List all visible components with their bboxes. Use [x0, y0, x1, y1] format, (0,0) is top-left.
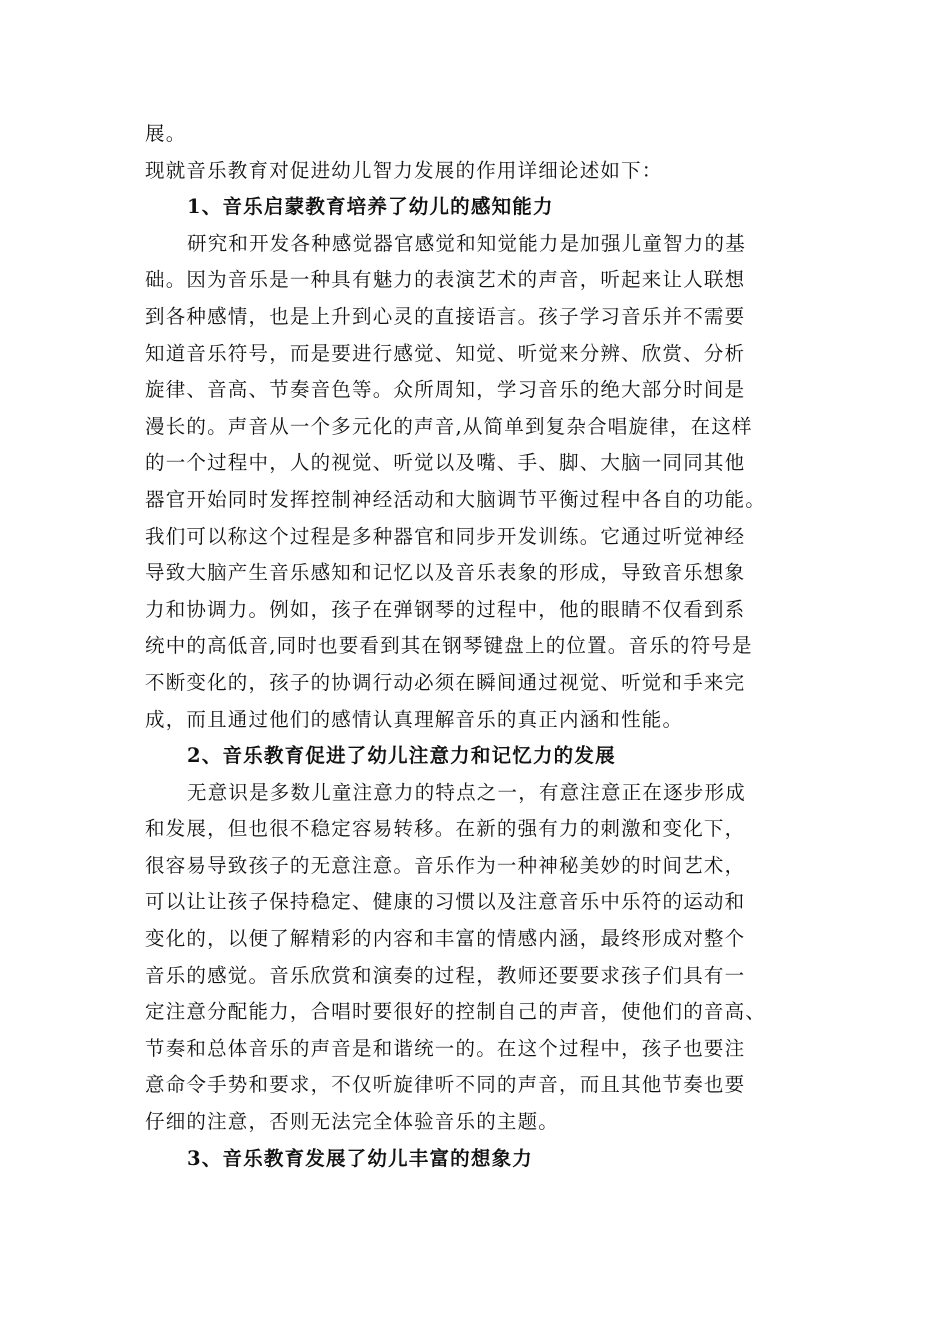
paragraph-line: 变化的，以便了解精彩的内容和丰富的情感内涵，最终形成对整个: [145, 927, 746, 951]
paragraph-line: 音乐的感觉。音乐欣赏和演奏的过程，教师还要要求孩子们具有一: [145, 963, 746, 987]
paragraph-line: 意命令手势和要求，不仅听旋律听不同的声音，而且其他节奏也要: [145, 1073, 746, 1097]
paragraph-line: 不断变化的，孩子的协调行动必须在瞬间通过视觉、听觉和手来完: [145, 670, 746, 694]
section-heading-2: 2、音乐教育促进了幼儿注意力和记忆力的发展: [187, 744, 616, 768]
paragraph-line: 成，而且通过他们的感情认真理解音乐的真正内涵和性能。: [145, 707, 684, 731]
paragraph-line: 导致大脑产生音乐感知和记忆以及音乐表象的形成，导致音乐想象: [145, 561, 746, 585]
paragraph-line: 漫长的。声音从一个多元化的声音,从简单到复杂合唱旋律，在这样: [145, 414, 753, 438]
paragraph-line: 无意识是多数儿童注意力的特点之一，有意注意正在逐步形成: [187, 780, 746, 804]
paragraph-line: 展。: [145, 122, 187, 145]
paragraph-line: 定注意分配能力，合唱时要很好的控制自己的声音，使他们的音高、: [145, 1000, 767, 1024]
paragraph-line: 节奏和总体音乐的声音是和谐统一的。在这个过程中，孩子也要注: [145, 1036, 746, 1060]
paragraph-line: 到各种感情，也是上升到心灵的直接语言。孩子学习音乐并不需要: [145, 304, 746, 328]
paragraph-line: 现就音乐教育对促进幼儿智力发展的作用详细论述如下：: [145, 158, 663, 182]
paragraph-line: 很容易导致孩子的无意注意。音乐作为一种神秘美妙的时间艺术，: [145, 853, 746, 877]
paragraph-line: 可以让让孩子保持稳定、健康的习惯以及注意音乐中乐符的运动和: [145, 890, 746, 914]
paragraph-line: 础。因为音乐是一种具有魅力的表演艺术的声音，听起来让人联想: [145, 268, 746, 292]
section-heading-3: 3、音乐教育发展了幼儿丰富的想象力: [187, 1146, 533, 1170]
section-heading-1: 1、音乐启蒙教育培养了幼儿的感知能力: [187, 195, 554, 219]
paragraph-line: 旋律、音高、节奏音色等。众所周知，学习音乐的绝大部分时间是: [145, 378, 746, 402]
paragraph-line: 和发展，但也很不稳定容易转移。在新的强有力的刺激和变化下，: [145, 817, 746, 841]
paragraph-line: 研究和开发各种感觉器官感觉和知觉能力是加强儿童智力的基: [187, 231, 746, 255]
document-page: [145, 116, 825, 1177]
paragraph-line: 知道音乐符号，而是要进行感觉、知觉、听觉来分辨、欣赏、分析: [145, 341, 746, 365]
paragraph-line: 我们可以称这个过程是多种器官和同步开发训练。它通过听觉神经: [145, 524, 746, 548]
paragraph-line: 力和协调力。例如，孩子在弹钢琴的过程中，他的眼睛不仅看到系: [145, 597, 746, 621]
paragraph-line: 统中的高低音,同时也要看到其在钢琴键盘上的位置。音乐的符号是: [145, 634, 753, 658]
paragraph-line: 器官开始同时发挥控制神经活动和大脑调节平衡过程中各自的功能。: [145, 487, 767, 511]
paragraph-line: 仔细的注意，否则无法完全体验音乐的主题。: [145, 1110, 560, 1134]
paragraph-line: 的一个过程中，人的视觉、听觉以及嘴、手、脚、大脑一同同其他: [145, 451, 746, 475]
